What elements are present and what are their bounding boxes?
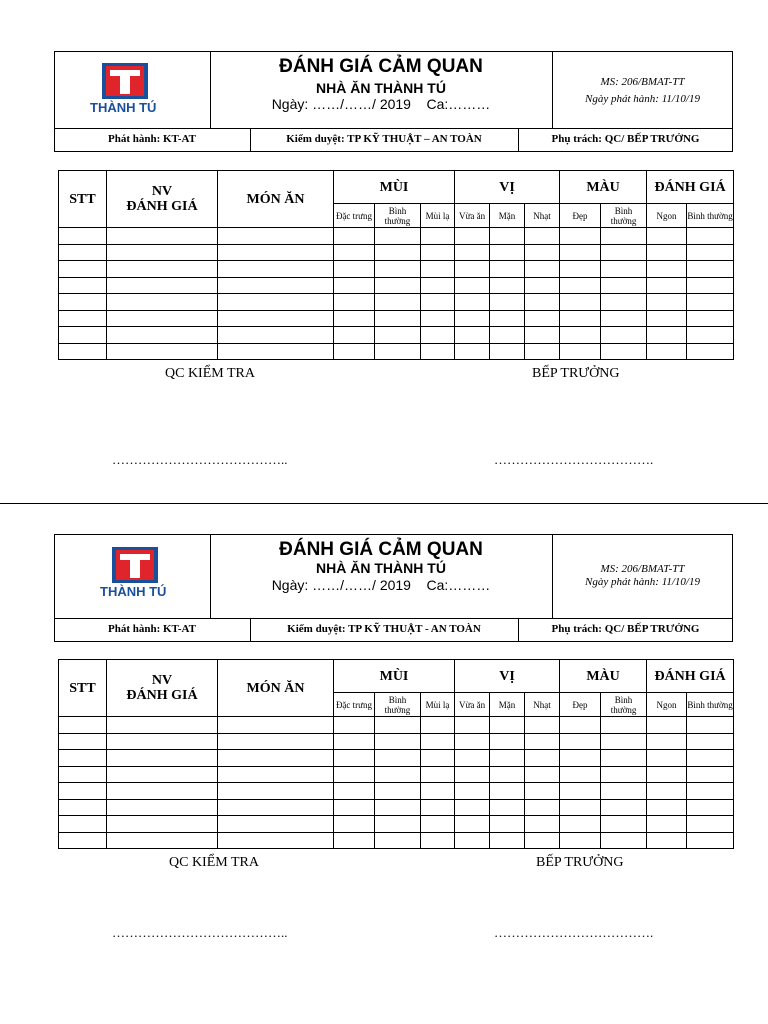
ms-code: MS: 206/BMAT-TT bbox=[600, 76, 685, 88]
table-cell[interactable] bbox=[421, 294, 455, 311]
table-cell[interactable] bbox=[455, 228, 490, 245]
issued-by: Phát hành: KT-AT bbox=[107, 623, 197, 635]
table-cell[interactable] bbox=[647, 294, 687, 311]
table-cell[interactable] bbox=[421, 832, 455, 849]
col-nv: NV ĐÁNH GIÁ bbox=[107, 660, 218, 717]
table-cell[interactable] bbox=[525, 832, 560, 849]
table-cell[interactable] bbox=[218, 750, 334, 767]
table-cell[interactable] bbox=[560, 277, 601, 294]
table-cell[interactable] bbox=[218, 244, 334, 261]
table-cell[interactable] bbox=[218, 294, 334, 311]
table-cell[interactable] bbox=[218, 327, 334, 344]
sub-vua-an: Vừa ăn bbox=[455, 693, 490, 717]
form-2 bbox=[0, 483, 768, 973]
table-cell[interactable] bbox=[421, 310, 455, 327]
table-cell[interactable] bbox=[334, 310, 375, 327]
table-cell[interactable] bbox=[107, 294, 218, 311]
table-cell[interactable] bbox=[601, 277, 647, 294]
table-cell[interactable] bbox=[601, 750, 647, 767]
table-cell[interactable] bbox=[490, 294, 525, 311]
table-cell[interactable] bbox=[647, 327, 687, 344]
table-cell[interactable] bbox=[601, 228, 647, 245]
table-cell[interactable] bbox=[687, 343, 734, 360]
table-row bbox=[59, 310, 734, 327]
table-cell[interactable] bbox=[375, 717, 421, 734]
table-cell[interactable] bbox=[334, 228, 375, 245]
table-cell[interactable] bbox=[375, 327, 421, 344]
table-cell[interactable] bbox=[375, 228, 421, 245]
table-cell[interactable] bbox=[334, 816, 375, 833]
date-line: Ngày: ……/……/ 2019 Ca:……… bbox=[271, 577, 491, 593]
table-cell[interactable] bbox=[218, 310, 334, 327]
table-cell[interactable] bbox=[334, 277, 375, 294]
table-cell[interactable] bbox=[687, 277, 734, 294]
table-cell[interactable] bbox=[647, 717, 687, 734]
table-cell[interactable] bbox=[375, 310, 421, 327]
table-cell[interactable] bbox=[334, 750, 375, 767]
col-nv: NV ĐÁNH GIÁ bbox=[107, 171, 218, 228]
table-cell[interactable] bbox=[647, 733, 687, 750]
table-cell[interactable] bbox=[490, 766, 525, 783]
sub-binh-thuong-mau: Bình thường bbox=[601, 693, 647, 717]
table-cell[interactable] bbox=[334, 832, 375, 849]
table-cell[interactable] bbox=[59, 327, 107, 344]
table-cell[interactable] bbox=[334, 327, 375, 344]
signature-qc: QC KIỂM TRA bbox=[165, 366, 255, 381]
table-cell[interactable] bbox=[455, 277, 490, 294]
table-cell[interactable] bbox=[421, 717, 455, 734]
table-cell[interactable] bbox=[375, 816, 421, 833]
table-cell[interactable] bbox=[421, 277, 455, 294]
col-vi: VỊ bbox=[455, 171, 560, 204]
table-cell[interactable] bbox=[601, 717, 647, 734]
table-cell[interactable] bbox=[421, 750, 455, 767]
table-cell[interactable] bbox=[560, 327, 601, 344]
table-cell[interactable] bbox=[455, 717, 490, 734]
table-cell[interactable] bbox=[687, 244, 734, 261]
form-title: ĐÁNH GIÁ CẢM QUAN bbox=[279, 539, 483, 560]
in-charge: Phụ trách: QC/ BẾP TRƯỞNG bbox=[551, 623, 700, 635]
table-cell[interactable] bbox=[455, 294, 490, 311]
table-cell[interactable] bbox=[525, 327, 560, 344]
table-cell[interactable] bbox=[490, 277, 525, 294]
table-cell[interactable] bbox=[560, 228, 601, 245]
table-cell[interactable] bbox=[525, 766, 560, 783]
table-cell[interactable] bbox=[647, 310, 687, 327]
table-cell[interactable] bbox=[334, 717, 375, 734]
table-cell[interactable] bbox=[59, 799, 107, 816]
form-title: ĐÁNH GIÁ CẢM QUAN bbox=[279, 56, 483, 77]
table-cell[interactable] bbox=[59, 783, 107, 800]
table-cell[interactable] bbox=[687, 750, 734, 767]
logo-text: THÀNH TÚ bbox=[90, 100, 157, 115]
col-mui: MÙI bbox=[334, 171, 455, 204]
table-row bbox=[59, 327, 734, 344]
table-cell[interactable] bbox=[455, 261, 490, 278]
table-cell[interactable] bbox=[107, 277, 218, 294]
col-mau: MÀU bbox=[560, 171, 647, 204]
table-cell[interactable] bbox=[490, 717, 525, 734]
table-cell[interactable] bbox=[490, 261, 525, 278]
table-cell[interactable] bbox=[59, 750, 107, 767]
table-cell[interactable] bbox=[59, 310, 107, 327]
table-row bbox=[59, 750, 734, 767]
table-cell[interactable] bbox=[647, 750, 687, 767]
table-cell[interactable] bbox=[375, 733, 421, 750]
table-cell[interactable] bbox=[560, 816, 601, 833]
table-row bbox=[59, 277, 734, 294]
col-stt: STT bbox=[59, 171, 107, 228]
table-cell[interactable] bbox=[647, 783, 687, 800]
table-body bbox=[59, 228, 734, 360]
table-cell[interactable] bbox=[687, 766, 734, 783]
table-cell[interactable] bbox=[490, 799, 525, 816]
table-cell[interactable] bbox=[560, 261, 601, 278]
table-cell[interactable] bbox=[687, 733, 734, 750]
table-cell[interactable] bbox=[490, 310, 525, 327]
table-cell[interactable] bbox=[490, 228, 525, 245]
sub-binh-thuong-danh-gia: Bình thường bbox=[687, 204, 734, 228]
table-row bbox=[59, 783, 734, 800]
table-cell[interactable] bbox=[421, 766, 455, 783]
table-cell[interactable] bbox=[601, 816, 647, 833]
table-cell[interactable] bbox=[375, 750, 421, 767]
signature-line-right: ………………………………. bbox=[494, 452, 654, 467]
form-1 bbox=[0, 0, 768, 490]
table-cell[interactable] bbox=[59, 244, 107, 261]
table-cell[interactable] bbox=[375, 294, 421, 311]
signature-bep-truong: BẾP TRƯỞNG bbox=[536, 855, 624, 870]
evaluation-table bbox=[58, 659, 734, 849]
table-cell[interactable] bbox=[375, 261, 421, 278]
sub-nhat: Nhạt bbox=[525, 693, 560, 717]
table-cell[interactable] bbox=[560, 799, 601, 816]
table-cell[interactable] bbox=[218, 816, 334, 833]
table-cell[interactable] bbox=[455, 310, 490, 327]
table-cell[interactable] bbox=[601, 244, 647, 261]
sub-binh-thuong: Bình thường bbox=[375, 693, 421, 717]
ms-code: MS: 206/BMAT-TT bbox=[600, 563, 685, 575]
col-mon-an: MÓN ĂN bbox=[218, 171, 334, 228]
sub-ngon: Ngon bbox=[647, 204, 687, 228]
table-cell[interactable] bbox=[647, 244, 687, 261]
table-cell[interactable] bbox=[560, 750, 601, 767]
table-cell[interactable] bbox=[107, 228, 218, 245]
table-cell[interactable] bbox=[455, 816, 490, 833]
table-row bbox=[59, 294, 734, 311]
table-cell[interactable] bbox=[687, 783, 734, 800]
table-cell[interactable] bbox=[107, 799, 218, 816]
form-subtitle: NHÀ ĂN THÀNH TÚ bbox=[316, 560, 446, 576]
table-cell[interactable] bbox=[59, 294, 107, 311]
table-cell[interactable] bbox=[455, 832, 490, 849]
col-mau: MÀU bbox=[560, 660, 647, 693]
sub-man: Mặn bbox=[490, 204, 525, 228]
table-cell[interactable] bbox=[455, 766, 490, 783]
table-cell[interactable] bbox=[375, 244, 421, 261]
table-cell[interactable] bbox=[601, 327, 647, 344]
table-cell[interactable] bbox=[455, 799, 490, 816]
table-cell[interactable] bbox=[421, 343, 455, 360]
table-cell[interactable] bbox=[525, 783, 560, 800]
table-cell[interactable] bbox=[647, 277, 687, 294]
table-cell[interactable] bbox=[601, 783, 647, 800]
reviewed-by: Kiểm duyệt: TP KỸ THUẬT – AN TOÀN bbox=[286, 133, 482, 145]
issue-date: Ngày phát hành: 11/10/19 bbox=[585, 93, 700, 105]
table-cell[interactable] bbox=[59, 766, 107, 783]
table-cell[interactable] bbox=[107, 766, 218, 783]
table-cell[interactable] bbox=[59, 832, 107, 849]
sub-ngon: Ngon bbox=[647, 693, 687, 717]
table-cell[interactable] bbox=[218, 343, 334, 360]
table-cell[interactable] bbox=[421, 733, 455, 750]
table-cell[interactable] bbox=[421, 228, 455, 245]
table-cell[interactable] bbox=[421, 799, 455, 816]
table-cell[interactable] bbox=[455, 750, 490, 767]
table-cell[interactable] bbox=[107, 733, 218, 750]
table-cell[interactable] bbox=[490, 343, 525, 360]
table-cell[interactable] bbox=[687, 228, 734, 245]
table-cell[interactable] bbox=[525, 733, 560, 750]
company-logo bbox=[110, 547, 160, 583]
table-cell[interactable] bbox=[218, 228, 334, 245]
table-cell[interactable] bbox=[107, 750, 218, 767]
table-cell[interactable] bbox=[525, 310, 560, 327]
table-cell[interactable] bbox=[59, 816, 107, 833]
table-row bbox=[59, 733, 734, 750]
table-cell[interactable] bbox=[218, 832, 334, 849]
table-row bbox=[59, 766, 734, 783]
table-cell[interactable] bbox=[375, 783, 421, 800]
sub-nhat: Nhạt bbox=[525, 204, 560, 228]
table-cell[interactable] bbox=[455, 783, 490, 800]
table-cell[interactable] bbox=[687, 816, 734, 833]
sub-vua-an: Vừa ăn bbox=[455, 204, 490, 228]
table-cell[interactable] bbox=[59, 343, 107, 360]
table-cell[interactable] bbox=[375, 832, 421, 849]
table-cell[interactable] bbox=[59, 717, 107, 734]
table-cell[interactable] bbox=[560, 294, 601, 311]
table-cell[interactable] bbox=[687, 832, 734, 849]
sub-binh-thuong: Bình thường bbox=[375, 204, 421, 228]
sub-dac-trung: Đặc trưng bbox=[334, 693, 375, 717]
table-cell[interactable] bbox=[525, 261, 560, 278]
table-cell[interactable] bbox=[647, 799, 687, 816]
col-danh-gia: ĐÁNH GIÁ bbox=[647, 171, 734, 204]
table-cell[interactable] bbox=[421, 261, 455, 278]
table-cell[interactable] bbox=[59, 733, 107, 750]
table-cell[interactable] bbox=[601, 261, 647, 278]
table-cell[interactable] bbox=[107, 783, 218, 800]
table-cell[interactable] bbox=[490, 816, 525, 833]
table-cell[interactable] bbox=[455, 733, 490, 750]
signature-line-left: ………………………………….. bbox=[112, 925, 288, 940]
table-cell[interactable] bbox=[218, 799, 334, 816]
table-cell[interactable] bbox=[218, 783, 334, 800]
table-cell[interactable] bbox=[560, 343, 601, 360]
sub-mui-la: Mùi lạ bbox=[421, 693, 455, 717]
table-cell[interactable] bbox=[107, 244, 218, 261]
form-subtitle: NHÀ ĂN THÀNH TÚ bbox=[316, 80, 446, 96]
table-cell[interactable] bbox=[525, 228, 560, 245]
table-cell[interactable] bbox=[334, 244, 375, 261]
table-cell[interactable] bbox=[421, 244, 455, 261]
logo-text: THÀNH TÚ bbox=[100, 584, 167, 599]
table-cell[interactable] bbox=[601, 310, 647, 327]
table-cell[interactable] bbox=[218, 277, 334, 294]
table-cell[interactable] bbox=[525, 816, 560, 833]
table-cell[interactable] bbox=[647, 228, 687, 245]
table-cell[interactable] bbox=[490, 327, 525, 344]
table-cell[interactable] bbox=[107, 310, 218, 327]
table-cell[interactable] bbox=[218, 717, 334, 734]
col-stt: STT bbox=[59, 660, 107, 717]
table-cell[interactable] bbox=[647, 832, 687, 849]
table-cell[interactable] bbox=[107, 717, 218, 734]
table-cell[interactable] bbox=[59, 228, 107, 245]
table-cell[interactable] bbox=[334, 261, 375, 278]
sub-binh-thuong-danh-gia: Bình thường bbox=[687, 693, 734, 717]
table-cell[interactable] bbox=[687, 294, 734, 311]
table-cell[interactable] bbox=[560, 766, 601, 783]
table-cell[interactable] bbox=[525, 750, 560, 767]
table-cell[interactable] bbox=[218, 733, 334, 750]
table-cell[interactable] bbox=[601, 766, 647, 783]
issued-by: Phát hành: KT-AT bbox=[107, 133, 197, 145]
table-cell[interactable] bbox=[560, 310, 601, 327]
table-cell[interactable] bbox=[687, 261, 734, 278]
table-row bbox=[59, 228, 734, 245]
table-cell[interactable] bbox=[490, 733, 525, 750]
table-cell[interactable] bbox=[601, 733, 647, 750]
table-cell[interactable] bbox=[560, 733, 601, 750]
table-cell[interactable] bbox=[107, 327, 218, 344]
table-cell[interactable] bbox=[525, 244, 560, 261]
table-cell[interactable] bbox=[525, 717, 560, 734]
table-cell[interactable] bbox=[107, 261, 218, 278]
sub-binh-thuong-mau: Bình thường bbox=[601, 204, 647, 228]
reviewed-by: Kiểm duyệt: TP KỸ THUẬT - AN TOÀN bbox=[287, 623, 481, 635]
table-cell[interactable] bbox=[334, 733, 375, 750]
table-cell[interactable] bbox=[455, 343, 490, 360]
table-cell[interactable] bbox=[107, 343, 218, 360]
table-cell[interactable] bbox=[687, 717, 734, 734]
table-cell[interactable] bbox=[525, 799, 560, 816]
table-cell[interactable] bbox=[601, 343, 647, 360]
in-charge: Phụ trách: QC/ BẾP TRƯỞNG bbox=[551, 133, 700, 145]
col-mui: MÙI bbox=[334, 660, 455, 693]
table-cell[interactable] bbox=[490, 783, 525, 800]
table-cell[interactable] bbox=[647, 816, 687, 833]
table-cell[interactable] bbox=[490, 832, 525, 849]
table-cell[interactable] bbox=[647, 261, 687, 278]
table-cell[interactable] bbox=[560, 832, 601, 849]
table-cell[interactable] bbox=[375, 799, 421, 816]
table-cell[interactable] bbox=[687, 327, 734, 344]
signature-line-right: ………………………………. bbox=[494, 925, 654, 940]
date-line: Ngày: ……/……/ 2019 Ca:……… bbox=[271, 96, 491, 112]
sub-man: Mặn bbox=[490, 693, 525, 717]
table-cell[interactable] bbox=[525, 343, 560, 360]
table-row bbox=[59, 244, 734, 261]
table-cell[interactable] bbox=[647, 766, 687, 783]
table-row bbox=[59, 816, 734, 833]
col-danh-gia: ĐÁNH GIÁ bbox=[647, 660, 734, 693]
table-row bbox=[59, 343, 734, 360]
table-row bbox=[59, 799, 734, 816]
table-cell[interactable] bbox=[560, 783, 601, 800]
table-cell[interactable] bbox=[601, 799, 647, 816]
table-cell[interactable] bbox=[647, 343, 687, 360]
table-cell[interactable] bbox=[560, 244, 601, 261]
table-cell[interactable] bbox=[601, 832, 647, 849]
table-cell[interactable] bbox=[334, 343, 375, 360]
table-cell[interactable] bbox=[490, 244, 525, 261]
table-cell[interactable] bbox=[107, 832, 218, 849]
table-cell[interactable] bbox=[218, 766, 334, 783]
table-cell[interactable] bbox=[455, 327, 490, 344]
table-cell[interactable] bbox=[334, 294, 375, 311]
signature-qc: QC KIỂM TRA bbox=[169, 855, 259, 870]
table-cell[interactable] bbox=[525, 277, 560, 294]
table-row bbox=[59, 832, 734, 849]
table-body bbox=[59, 717, 734, 849]
evaluation-table bbox=[58, 170, 734, 360]
company-logo bbox=[100, 63, 150, 99]
sub-dep: Đẹp bbox=[560, 693, 601, 717]
table-cell[interactable] bbox=[490, 750, 525, 767]
table-cell[interactable] bbox=[107, 816, 218, 833]
col-mon-an: MÓN ĂN bbox=[218, 660, 334, 717]
signature-bep-truong: BẾP TRƯỞNG bbox=[532, 366, 620, 381]
table-cell[interactable] bbox=[375, 343, 421, 360]
table-cell[interactable] bbox=[687, 799, 734, 816]
table-cell[interactable] bbox=[218, 261, 334, 278]
table-cell[interactable] bbox=[375, 277, 421, 294]
sub-mui-la: Mùi lạ bbox=[421, 204, 455, 228]
col-vi: VỊ bbox=[455, 660, 560, 693]
signature-line-left: ………………………………….. bbox=[112, 452, 288, 467]
table-cell[interactable] bbox=[334, 766, 375, 783]
table-cell[interactable] bbox=[59, 261, 107, 278]
table-row bbox=[59, 261, 734, 278]
table-cell[interactable] bbox=[560, 717, 601, 734]
sub-dac-trung: Đặc trưng bbox=[334, 204, 375, 228]
table-cell[interactable] bbox=[421, 816, 455, 833]
table-cell[interactable] bbox=[421, 327, 455, 344]
table-cell[interactable] bbox=[455, 244, 490, 261]
issue-date: Ngày phát hành: 11/10/19 bbox=[585, 576, 700, 588]
table-cell[interactable] bbox=[601, 294, 647, 311]
table-cell[interactable] bbox=[334, 783, 375, 800]
table-row bbox=[59, 717, 734, 734]
table-cell[interactable] bbox=[59, 277, 107, 294]
table-cell[interactable] bbox=[525, 294, 560, 311]
table-cell[interactable] bbox=[421, 783, 455, 800]
table-cell[interactable] bbox=[375, 766, 421, 783]
sub-dep: Đẹp bbox=[560, 204, 601, 228]
table-cell[interactable] bbox=[687, 310, 734, 327]
table-cell[interactable] bbox=[334, 799, 375, 816]
